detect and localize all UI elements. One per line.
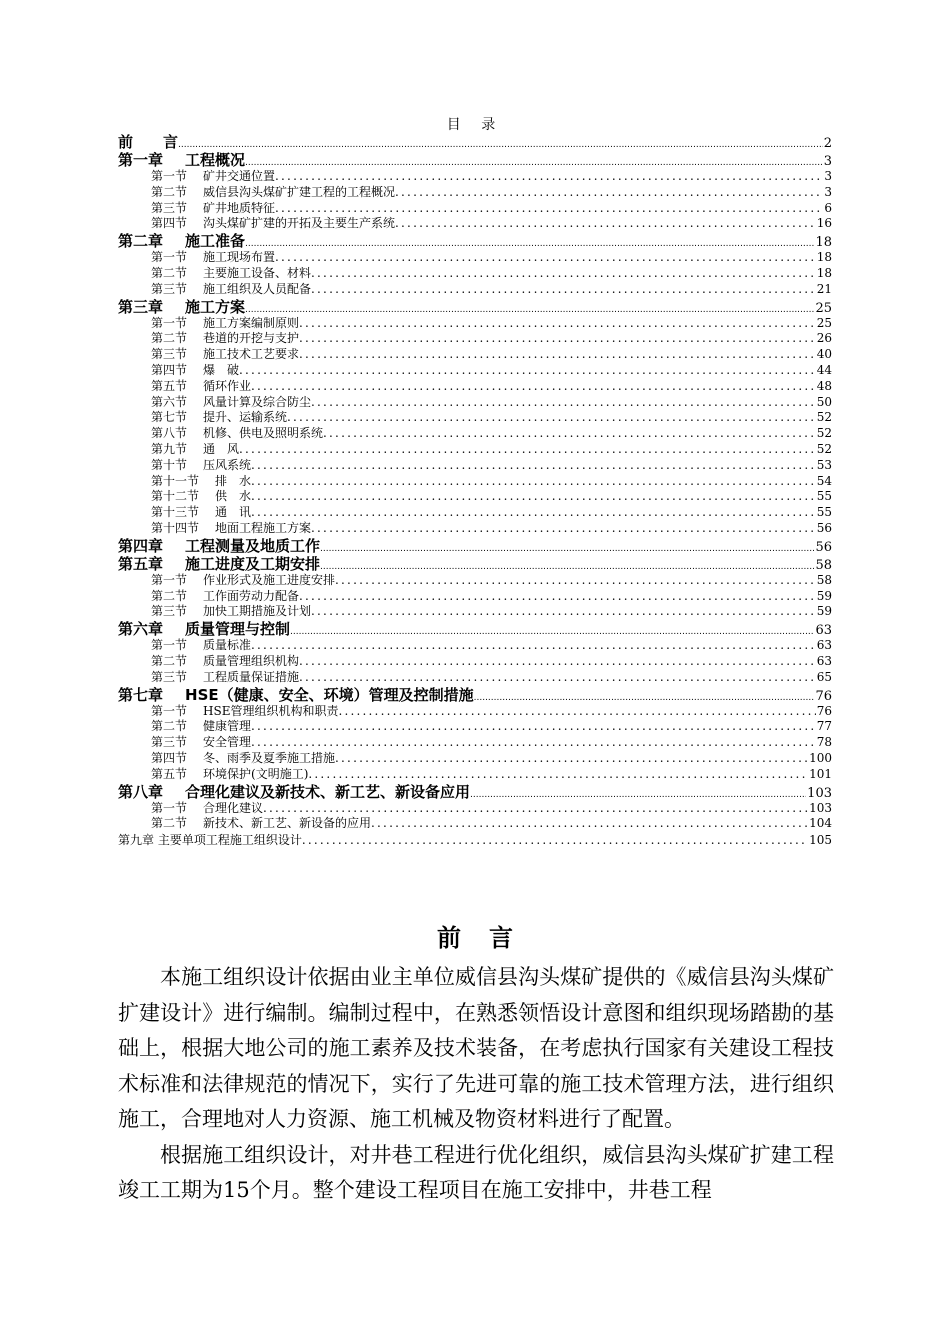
- toc-entry-label: HSE（健康、安全、环境）管理及控制措施: [185, 685, 474, 704]
- toc-entry-title: [151, 704, 338, 720]
- toc-entry-number: 第二节: [151, 588, 188, 603]
- toc-entry-label: 健康管理: [203, 719, 252, 734]
- toc-entry-label: 施工方案: [185, 297, 246, 316]
- toc-dot-leader: [320, 540, 814, 555]
- toc-page-number: 21: [816, 281, 832, 296]
- toc-entry-label: 质量标准: [203, 638, 252, 653]
- toc-entry-number: 第二节: [151, 265, 188, 280]
- toc-section-entry[interactable]: [118, 505, 832, 521]
- toc-page-number: 53: [816, 457, 832, 472]
- toc-entry-label: 安全管理: [203, 735, 252, 750]
- toc-entry-title: [151, 216, 395, 232]
- toc-entry-number: 第一节: [151, 703, 188, 718]
- table-of-contents: [118, 133, 832, 849]
- toc-page-number: 105: [809, 833, 832, 848]
- toc-entry-title: 第九章 主要单项工程施工组织设计: [118, 833, 302, 848]
- toc-entry-number: 第二章: [118, 232, 164, 251]
- toc-entry-title: [151, 474, 251, 490]
- toc-entry-label: 地面工程施工方案: [215, 520, 312, 535]
- toc-dot-leader: [311, 395, 816, 411]
- toc-dot-leader: [335, 751, 808, 767]
- toc-dot-leader: [308, 767, 808, 783]
- toc-section-entry[interactable]: [118, 216, 832, 232]
- toc-entry-title: [118, 686, 474, 704]
- toc-page-number: 6: [824, 200, 832, 215]
- toc-page-number: 44: [816, 362, 832, 377]
- toc-entry-label: 威信县沟头煤矿扩建工程的工程概况: [203, 184, 396, 199]
- toc-dot-leader: [245, 301, 814, 316]
- toc-page-number: 104: [809, 816, 832, 831]
- toc-entry-title: [151, 266, 311, 282]
- toc-section-entry[interactable]: [118, 426, 832, 442]
- toc-chapter-entry[interactable]: [118, 783, 832, 801]
- toc-page-number: 63: [816, 653, 832, 668]
- toc-entry-title: [151, 347, 299, 363]
- toc-entry-label: 施工组织及人员配备: [203, 281, 312, 296]
- toc-entry-title: [118, 620, 290, 638]
- toc-entry-number: 第九节: [151, 441, 188, 456]
- toc-dot-leader: [275, 250, 816, 266]
- toc-entry-number: 第五节: [151, 766, 188, 781]
- toc-dot-leader: [395, 185, 823, 201]
- toc-dot-leader: [311, 604, 816, 620]
- toc-entry-title: [118, 783, 470, 801]
- toc-entry-label: 作业形式及施工进度安排: [203, 572, 336, 587]
- toc-entry-number: 第十一节: [151, 473, 200, 488]
- toc-entry-title: [151, 379, 251, 395]
- toc-entry-label: 冬、雨季及夏季施工措施: [203, 750, 336, 765]
- toc-entry-number: 第三节: [151, 347, 188, 362]
- toc-entry-number: 第四节: [151, 750, 188, 765]
- preface-heading: 前言: [437, 924, 541, 952]
- toc-dot-leader: [239, 442, 816, 458]
- toc-dot-leader: [323, 426, 816, 442]
- toc-entry-title: [151, 185, 395, 201]
- toc-entry-number: 第二节: [151, 816, 188, 831]
- toc-entry-label: 工程测量及地质工作: [185, 536, 321, 555]
- toc-entry-title: [151, 316, 299, 332]
- toc-entry-number: 第一章: [118, 151, 164, 169]
- toc-entry-label: 通 讯: [215, 505, 252, 520]
- toc-entry-number: 第四节: [151, 216, 188, 231]
- toc-dot-leader: [251, 379, 816, 395]
- toc-section-entry[interactable]: [118, 735, 832, 751]
- toc-page-number: 58: [816, 572, 832, 587]
- toc-entry-label: 合理化建议及新技术、新工艺、新设备应用: [185, 782, 471, 801]
- toc-chapter-entry[interactable]: [118, 555, 832, 573]
- preface-paragraph: 本施工组织设计依据由业主单位威信县沟头煤矿提供的《威信县沟头煤矿扩建设计》进行编制。编制过程中，在熟悉领悟设计意图和组织现场踏勘的基础上，根据大地公司的施工素养及技术装备，在考虑执行国家有关建设工程技术标准和法律规范的情况下，实行了先进可靠的施工技术管理方法，进行组织施工，合理地对人力资源、施工机械及物资材料进行了配置。: [118, 965, 834, 1131]
- toc-page-number: 40: [816, 347, 832, 362]
- toc-entry-label: 工作面劳动力配备: [203, 588, 300, 603]
- toc-chapter-entry[interactable]: [118, 537, 832, 555]
- toc-entry-number: 第一节: [151, 800, 188, 815]
- toc-section-entry[interactable]: [118, 816, 832, 832]
- toc-dot-leader: [275, 169, 823, 185]
- toc-entry-title: [151, 816, 371, 832]
- toc-entry-title: [118, 555, 320, 573]
- toc-dot-leader: [251, 638, 816, 654]
- toc-entry-label: 施工方案编制原则: [203, 315, 300, 330]
- toc-entry-title: [151, 801, 263, 817]
- toc-page-number: 55: [816, 505, 832, 520]
- toc-page-number: 63: [815, 623, 832, 639]
- toc-entry-title: [151, 201, 275, 217]
- toc-entry-title: 前 言: [118, 133, 179, 151]
- toc-entry-label: 环境保护(文明施工): [203, 766, 309, 781]
- toc-entry-label: 矿井交通位置: [203, 169, 276, 183]
- toc-dot-leader: [311, 282, 816, 298]
- toc-page-number: 18: [816, 250, 832, 265]
- toc-page-number: 100: [809, 750, 832, 765]
- toc-page-number: 59: [816, 604, 832, 619]
- toc-entry-label: 供 水: [215, 489, 252, 504]
- toc-entry-title: [151, 604, 311, 620]
- toc-section-entry[interactable]: [118, 266, 832, 282]
- toc-page-number: 52: [816, 441, 832, 456]
- toc-page-number: 76: [815, 688, 832, 704]
- toc-entry-number: 第一节: [151, 315, 188, 330]
- toc-entry-number: 第八节: [151, 426, 188, 441]
- toc-chapter-entry[interactable]: [118, 151, 832, 169]
- toc-section-entry[interactable]: [118, 169, 832, 185]
- toc-section-entry[interactable]: [118, 704, 832, 720]
- preface-paragraph: 根据施工组织设计，对井巷工程进行优化组织，威信县沟头煤矿扩建工程竣工工期为15个月。整个建设工程项目在施工安排中，井巷工程: [118, 1142, 834, 1202]
- toc-page-number: 54: [816, 473, 832, 488]
- toc-entry-number: 第六节: [151, 394, 188, 409]
- toc-entry-label: 巷道的开挖与支护: [203, 331, 300, 346]
- toc-entry-title: [151, 426, 323, 442]
- toc-entry-number: 第三节: [151, 281, 188, 296]
- toc-page-number: 52: [816, 410, 832, 425]
- toc-title: 目 录: [446, 117, 504, 133]
- toc-dot-leader: [470, 786, 806, 801]
- toc-page-number: 56: [815, 539, 832, 555]
- toc-page-number: 103: [807, 785, 832, 801]
- toc-entry-number: 第七节: [151, 410, 188, 425]
- toc-entry-number: 第一节: [151, 250, 188, 265]
- toc-section-entry[interactable]: [118, 670, 832, 686]
- toc-entry-title: [151, 573, 335, 589]
- toc-entry-number: 第二节: [151, 331, 188, 346]
- toc-dot-leader: [251, 458, 816, 474]
- toc-entry-number: 第十节: [151, 457, 188, 472]
- toc-page-number: 50: [816, 394, 832, 409]
- toc-entry-label: 施工准备: [185, 232, 246, 251]
- toc-entry-label: 通 风: [203, 441, 240, 456]
- toc-page-number: 3: [824, 184, 832, 199]
- toc-entry-label: 施工进度及工期安排: [185, 554, 321, 573]
- toc-section-entry[interactable]: [118, 719, 832, 735]
- toc-section-entry[interactable]: [118, 363, 832, 379]
- toc-page-number: 48: [816, 378, 832, 393]
- toc-dot-leader: [338, 704, 815, 720]
- toc-entry-label: 爆 破: [203, 362, 240, 377]
- toc-page-number: 26: [816, 331, 832, 346]
- toc-entry-title: [151, 670, 299, 686]
- toc-dot-leader: [178, 136, 823, 151]
- toc-entry-number: 第一节: [151, 169, 188, 183]
- toc-page-number: 18: [815, 235, 832, 251]
- toc-page-number: 3: [824, 169, 832, 183]
- toc-section-entry[interactable]: [118, 410, 832, 426]
- toc-section-entry[interactable]: [118, 442, 832, 458]
- toc-dot-leader: [251, 735, 816, 751]
- toc-dot-leader: [251, 505, 816, 521]
- toc-entry-label: 质量管理组织机构: [203, 653, 300, 668]
- toc-section-entry[interactable]: [118, 489, 832, 505]
- toc-section-entry[interactable]: [118, 751, 832, 767]
- toc-entry-label: 机修、供电及照明系统: [203, 426, 324, 441]
- toc-entry-number: 第五节: [151, 378, 188, 393]
- toc-entry-number: 第十四节: [151, 520, 200, 535]
- toc-entry-title: [151, 282, 311, 298]
- toc-dot-leader: [335, 573, 816, 589]
- toc-entry-title: [151, 751, 335, 767]
- toc-section-entry[interactable]: [118, 282, 832, 298]
- toc-entry-title: [151, 767, 308, 783]
- toc-entry-label: 主要施工设备、材料: [203, 265, 312, 280]
- toc-entry-title: [151, 331, 299, 347]
- toc-entry-title: [151, 363, 239, 379]
- toc-section-entry[interactable]: [118, 331, 832, 347]
- toc-page-number: 3: [823, 154, 832, 169]
- toc-page-number: 65: [816, 669, 832, 684]
- toc-page-number: 2: [823, 136, 832, 151]
- toc-entry-label: 排 水: [215, 473, 252, 488]
- toc-section-entry[interactable]: [118, 654, 832, 670]
- toc-chapter-entry[interactable]: [118, 686, 832, 704]
- toc-dot-leader: [239, 363, 816, 379]
- toc-dot-leader: [251, 719, 816, 735]
- toc-entry-title: [151, 250, 275, 266]
- toc-dot-leader: [299, 670, 816, 686]
- toc-section-entry[interactable]: [118, 379, 832, 395]
- toc-chapter-entry[interactable]: [118, 133, 832, 151]
- toc-entry-title: [151, 410, 287, 426]
- toc-dot-leader: [395, 216, 816, 232]
- toc-dot-leader: [311, 521, 816, 537]
- toc-entry-label: 施工现场布置: [203, 250, 276, 265]
- toc-entry-number: 第一节: [151, 572, 188, 587]
- toc-entry-title: [151, 638, 251, 654]
- toc-entry-label: 压风系统: [203, 457, 252, 472]
- toc-page-number: 59: [816, 588, 832, 603]
- preface-body: [118, 960, 834, 1209]
- toc-entry-number: 第三节: [151, 604, 188, 619]
- toc-entry-label: HSE管理组织机构和职责: [203, 703, 339, 718]
- toc-entry-title: [151, 395, 311, 411]
- toc-dot-leader: [474, 689, 815, 704]
- toc-entry-number: 第三节: [151, 669, 188, 684]
- toc-chapter-entry[interactable]: [118, 832, 832, 849]
- toc-entry-label: 提升、运输系统: [203, 410, 288, 425]
- toc-page-number: 63: [816, 638, 832, 653]
- toc-entry-number: 第二节: [151, 653, 188, 668]
- toc-entry-label: 合理化建议: [203, 800, 264, 815]
- toc-entry-number: 第二节: [151, 184, 188, 199]
- toc-entry-title: [151, 169, 275, 185]
- toc-entry-number: 第六章: [118, 620, 164, 639]
- toc-section-entry[interactable]: [118, 801, 832, 817]
- toc-section-entry[interactable]: [118, 201, 832, 217]
- toc-page-number: 25: [815, 300, 832, 316]
- toc-entry-number: 第一节: [151, 638, 188, 653]
- toc-page-number: 52: [816, 426, 832, 441]
- toc-entry-number: 第四章: [118, 536, 164, 555]
- toc-entry-number: 第十二节: [151, 489, 200, 504]
- toc-section-entry[interactable]: [118, 521, 832, 537]
- toc-entry-label: 新技术、新工艺、新设备的应用: [203, 816, 372, 831]
- toc-dot-leader: [302, 832, 808, 849]
- toc-entry-title: [151, 505, 251, 521]
- toc-section-entry[interactable]: [118, 458, 832, 474]
- toc-entry-title: [151, 654, 299, 670]
- toc-section-entry[interactable]: [118, 474, 832, 490]
- toc-entry-title: [151, 521, 311, 537]
- toc-dot-leader: [299, 654, 816, 670]
- toc-section-entry[interactable]: [118, 573, 832, 589]
- toc-page-number: 101: [809, 766, 832, 781]
- toc-section-entry[interactable]: [118, 767, 832, 783]
- toc-entry-label: 风量计算及综合防尘: [203, 394, 312, 409]
- toc-entry-title: [118, 298, 245, 316]
- toc-section-entry[interactable]: [118, 316, 832, 332]
- toc-dot-leader: [299, 331, 816, 347]
- toc-page-number: 16: [816, 216, 832, 231]
- toc-entry-title: [118, 232, 245, 250]
- toc-dot-leader: [299, 347, 816, 363]
- toc-entry-label: 施工技术工艺要求: [203, 347, 300, 362]
- toc-dot-leader: [299, 316, 816, 332]
- toc-section-entry[interactable]: [118, 638, 832, 654]
- toc-dot-leader: [263, 801, 808, 817]
- toc-section-entry[interactable]: [118, 604, 832, 620]
- toc-entry-number: 第三章: [118, 297, 164, 316]
- toc-section-entry[interactable]: [118, 589, 832, 605]
- toc-entry-number: 第三节: [151, 200, 188, 215]
- toc-page-number: 55: [816, 489, 832, 504]
- toc-page-number: 56: [816, 520, 832, 535]
- toc-entry-label: 矿井地质特征: [203, 200, 276, 215]
- toc-entry-title: [151, 458, 251, 474]
- toc-entry-label: 质量管理与控制: [185, 620, 291, 639]
- toc-page-number: 78: [816, 735, 832, 750]
- toc-page-number: 77: [816, 719, 832, 734]
- toc-page-number: 25: [816, 315, 832, 330]
- toc-chapter-entry[interactable]: [118, 298, 832, 316]
- toc-chapter-entry[interactable]: [118, 232, 832, 250]
- toc-dot-leader: [251, 474, 816, 490]
- toc-dot-leader: [251, 489, 816, 505]
- toc-section-entry[interactable]: [118, 185, 832, 201]
- toc-dot-leader: [245, 154, 823, 169]
- toc-entry-title: [151, 735, 251, 751]
- toc-section-entry[interactable]: [118, 250, 832, 266]
- toc-entry-number: 第四节: [151, 362, 188, 377]
- toc-entry-title: [118, 537, 320, 555]
- toc-section-entry[interactable]: [118, 395, 832, 411]
- toc-entry-label: 加快工期措施及计划: [203, 604, 312, 619]
- toc-section-entry[interactable]: [118, 347, 832, 363]
- toc-entry-title: [151, 442, 239, 458]
- toc-entry-label: 工程质量保证措施: [203, 669, 300, 684]
- toc-dot-leader: [371, 816, 808, 832]
- toc-entry-title: [151, 489, 251, 505]
- toc-entry-title: [151, 719, 251, 735]
- toc-dot-leader: [320, 558, 814, 573]
- toc-entry-label: 循环作业: [203, 378, 252, 393]
- toc-chapter-entry[interactable]: [118, 620, 832, 638]
- toc-entry-label: 沟头煤矿扩建的开拓及主要生产系统: [203, 216, 396, 231]
- toc-entry-number: 第三节: [151, 735, 188, 750]
- toc-dot-leader: [311, 266, 816, 282]
- toc-entry-number: 第二节: [151, 719, 188, 734]
- toc-entry-title: [151, 589, 299, 605]
- toc-dot-leader: [290, 623, 814, 638]
- toc-page-number: 76: [816, 703, 832, 718]
- toc-entry-number: 第五章: [118, 554, 164, 573]
- toc-dot-leader: [245, 235, 814, 250]
- toc-dot-leader: [299, 589, 816, 605]
- toc-entry-number: 第七章: [118, 685, 164, 704]
- toc-entry-number: 第十三节: [151, 505, 200, 520]
- toc-dot-leader: [275, 201, 823, 217]
- toc-page-number: 103: [809, 800, 832, 815]
- toc-entry-title: [118, 151, 245, 169]
- toc-entry-number: 第八章: [118, 782, 164, 801]
- toc-dot-leader: [287, 410, 816, 426]
- toc-page-number: 58: [815, 557, 832, 573]
- toc-entry-label: 工程概况: [185, 151, 246, 169]
- toc-page-number: 18: [816, 265, 832, 280]
